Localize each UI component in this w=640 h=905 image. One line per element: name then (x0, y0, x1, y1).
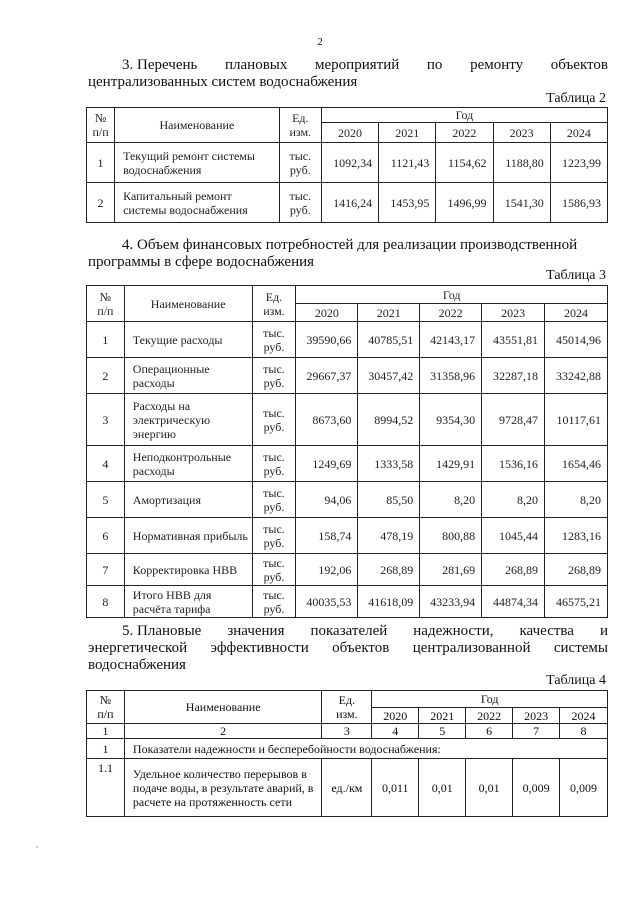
row-value: 8,20 (545, 482, 608, 518)
year-cell: 2021 (419, 708, 466, 724)
year-cell: 2021 (358, 304, 420, 322)
word: ремонту (470, 57, 524, 73)
word: объектов (550, 57, 608, 73)
row-value: 29667,37 (296, 358, 358, 394)
row-name: Нормативная прибыль (124, 518, 252, 554)
row-name: Текущие расходы (124, 322, 252, 358)
row-value: 1249,69 (296, 446, 358, 482)
row-value: 268,89 (545, 554, 608, 586)
row-value: 1416,24 (321, 183, 378, 223)
section-3-line-2: централизованных систем водоснабжения (88, 74, 358, 90)
row-unit: тыс. руб. (252, 446, 296, 482)
index-cell: 5 (419, 724, 466, 739)
row-unit: тыс. руб. (252, 482, 296, 518)
row-value: 8,20 (420, 482, 482, 518)
table-row (87, 446, 608, 482)
year-cell: 2020 (372, 708, 419, 724)
section-3-line-1 (88, 57, 608, 74)
year-cell: 2020 (296, 304, 358, 322)
row-value: 85,50 (358, 482, 420, 518)
row-name: Удельное количество перерывов в подаче воды, в результате аварий, в расчете на протяженность сети (124, 759, 322, 817)
row-value: 0,01 (419, 759, 466, 817)
table-row (87, 586, 608, 618)
row-value: 0,009 (513, 759, 560, 817)
row-value: 31358,96 (420, 358, 482, 394)
row-value: 1045,44 (482, 518, 545, 554)
row-value: 158,74 (296, 518, 358, 554)
word: мероприятий (315, 57, 400, 73)
row-unit: тыс. руб. (252, 554, 296, 586)
word: эффективности (210, 640, 309, 656)
word: 3. Перечень (122, 57, 198, 73)
word: значения (227, 623, 285, 639)
year-cell: 2023 (493, 123, 550, 143)
section-5-line-1 (88, 623, 608, 640)
row-value: 1654,46 (545, 446, 608, 482)
row-value: 40785,51 (358, 322, 420, 358)
index-cell: 2 (124, 724, 322, 739)
row-no: 1 (87, 143, 115, 183)
year-cell: 2022 (420, 304, 482, 322)
section-4-line-2: программы в сфере водоснабжения (88, 254, 315, 270)
row-value: 1586,93 (550, 183, 607, 223)
group-row (87, 739, 608, 759)
word: надежности, (413, 623, 494, 639)
row-value: 192,06 (296, 554, 358, 586)
row-name: Итого НВВ для расчёта тарифа (124, 586, 252, 618)
row-no: 6 (87, 518, 125, 554)
year-cell: 2022 (466, 708, 513, 724)
row-unit: ед./км (322, 759, 372, 817)
row-unit: тыс. руб. (252, 586, 296, 618)
row-name: Операционные расходы (124, 358, 252, 394)
row-value: 1536,16 (482, 446, 545, 482)
row-value: 0,01 (466, 759, 513, 817)
section-3-heading (88, 57, 608, 91)
row-value: 43551,81 (482, 322, 545, 358)
row-value: 9728,47 (482, 394, 545, 446)
row-unit: тыс. руб. (252, 518, 296, 554)
table-4 (86, 690, 608, 817)
row-no: 4 (87, 446, 125, 482)
table-2 (86, 107, 608, 223)
section-5-line-3: водоснабжения (88, 657, 186, 673)
row-value: 10117,61 (545, 394, 608, 446)
row-value: 0,011 (372, 759, 419, 817)
row-value: 40035,53 (296, 586, 358, 618)
row-no: 7 (87, 554, 125, 586)
row-value: 39590,66 (296, 322, 358, 358)
row-no: 5 (87, 482, 125, 518)
row-unit: тыс. руб. (252, 322, 296, 358)
table-2-caption: Таблица 2 (546, 91, 606, 106)
header-unit: Ед. изм. (252, 286, 296, 322)
row-value: 268,89 (358, 554, 420, 586)
row-value: 0,009 (560, 759, 608, 817)
table-4-caption: Таблица 4 (546, 673, 606, 688)
table-3-caption: Таблица 3 (546, 268, 606, 283)
table-row (87, 358, 608, 394)
index-cell: 3 (322, 724, 372, 739)
header-name: Наименование (124, 691, 322, 724)
row-unit: тыс. руб. (279, 183, 321, 223)
index-cell: 4 (372, 724, 419, 739)
header-name: Наименование (115, 108, 280, 143)
row-value: 8994,52 (358, 394, 420, 446)
row-value: 1429,91 (420, 446, 482, 482)
row-no: 1 (87, 739, 125, 759)
section-5-line-2 (88, 640, 608, 657)
table-row (87, 322, 608, 358)
header-no: № п/п (87, 286, 125, 322)
header-year: Год (296, 286, 608, 304)
table-row (87, 143, 608, 183)
year-cell: 2022 (436, 123, 493, 143)
section-4-heading (88, 237, 608, 271)
word: показателей (310, 623, 388, 639)
row-value: 1333,58 (358, 446, 420, 482)
scan-mark (36, 846, 38, 848)
row-value: 1496,99 (436, 183, 493, 223)
row-name: Капитальный ремонт системы водоснабжения (115, 183, 280, 223)
row-value: 1453,95 (379, 183, 436, 223)
header-no: № п/п (87, 108, 115, 143)
index-row (87, 724, 608, 739)
index-cell: 1 (87, 724, 125, 739)
word: качества (519, 623, 574, 639)
header-year: Год (321, 108, 607, 123)
row-value: 1188,80 (493, 143, 550, 183)
index-cell: 8 (560, 724, 608, 739)
table-row (87, 759, 608, 817)
section-4-line-1: 4. Объем финансовых потребностей для реализации производственной (122, 237, 578, 253)
row-value: 33242,88 (545, 358, 608, 394)
row-value: 46575,21 (545, 586, 608, 618)
row-value: 44874,34 (482, 586, 545, 618)
row-value: 32287,18 (482, 358, 545, 394)
row-value: 9354,30 (420, 394, 482, 446)
row-name: Амортизация (124, 482, 252, 518)
row-unit: тыс. руб. (252, 358, 296, 394)
header-year: Год (372, 691, 608, 708)
row-value: 42143,17 (420, 322, 482, 358)
row-unit: тыс. руб. (279, 143, 321, 183)
year-cell: 2023 (482, 304, 545, 322)
year-cell: 2024 (560, 708, 608, 724)
table-row (87, 394, 608, 446)
row-value: 8673,60 (296, 394, 358, 446)
row-value: 1283,16 (545, 518, 608, 554)
row-no: 2 (87, 358, 125, 394)
year-cell: 2021 (379, 123, 436, 143)
row-value: 268,89 (482, 554, 545, 586)
table-row (87, 183, 608, 223)
word: 5. Плановые (122, 623, 202, 639)
row-name: Неподконтрольные расходы (124, 446, 252, 482)
word: энергетической (88, 640, 188, 656)
word: по (426, 57, 443, 73)
group-title: Показатели надежности и бесперебойности водоснабжения: (124, 739, 607, 759)
row-value: 281,69 (420, 554, 482, 586)
header-no: № п/п (87, 691, 125, 724)
header-unit: Ед. изм. (322, 691, 372, 724)
index-cell: 7 (513, 724, 560, 739)
row-value: 1154,62 (436, 143, 493, 183)
row-value: 43233,94 (420, 586, 482, 618)
row-value: 45014,96 (545, 322, 608, 358)
row-name: Корректировка НВВ (124, 554, 252, 586)
word: централизованной (412, 640, 531, 656)
row-value: 94,06 (296, 482, 358, 518)
row-no: 8 (87, 586, 125, 618)
table-row (87, 482, 608, 518)
row-value: 30457,42 (358, 358, 420, 394)
table-3 (86, 285, 608, 618)
year-cell: 2023 (513, 708, 560, 724)
row-value: 478,19 (358, 518, 420, 554)
index-cell: 6 (466, 724, 513, 739)
row-value: 8,20 (482, 482, 545, 518)
row-value: 1541,30 (493, 183, 550, 223)
word: плановых (225, 57, 288, 73)
row-value: 41618,09 (358, 586, 420, 618)
header-name: Наименование (124, 286, 252, 322)
table-row (87, 554, 608, 586)
row-value: 1223,99 (550, 143, 607, 183)
row-value: 1121,43 (379, 143, 436, 183)
row-no: 1.1 (87, 759, 125, 817)
word: системы (553, 640, 608, 656)
row-no: 3 (87, 394, 125, 446)
row-name: Расходы на электрическую энергию (124, 394, 252, 446)
year-cell: 2020 (321, 123, 378, 143)
year-cell: 2024 (545, 304, 608, 322)
section-5-heading (88, 623, 608, 674)
row-no: 1 (87, 322, 125, 358)
word: и (599, 623, 608, 639)
table-row (87, 518, 608, 554)
row-no: 2 (87, 183, 115, 223)
year-cell: 2024 (550, 123, 607, 143)
row-name: Текущий ремонт системы водоснабжения (115, 143, 280, 183)
row-value: 800,88 (420, 518, 482, 554)
row-value: 1092,34 (321, 143, 378, 183)
header-unit: Ед. изм. (279, 108, 321, 143)
row-unit: тыс. руб. (252, 394, 296, 446)
word: объектов (332, 640, 390, 656)
page-number: 2 (317, 36, 323, 48)
